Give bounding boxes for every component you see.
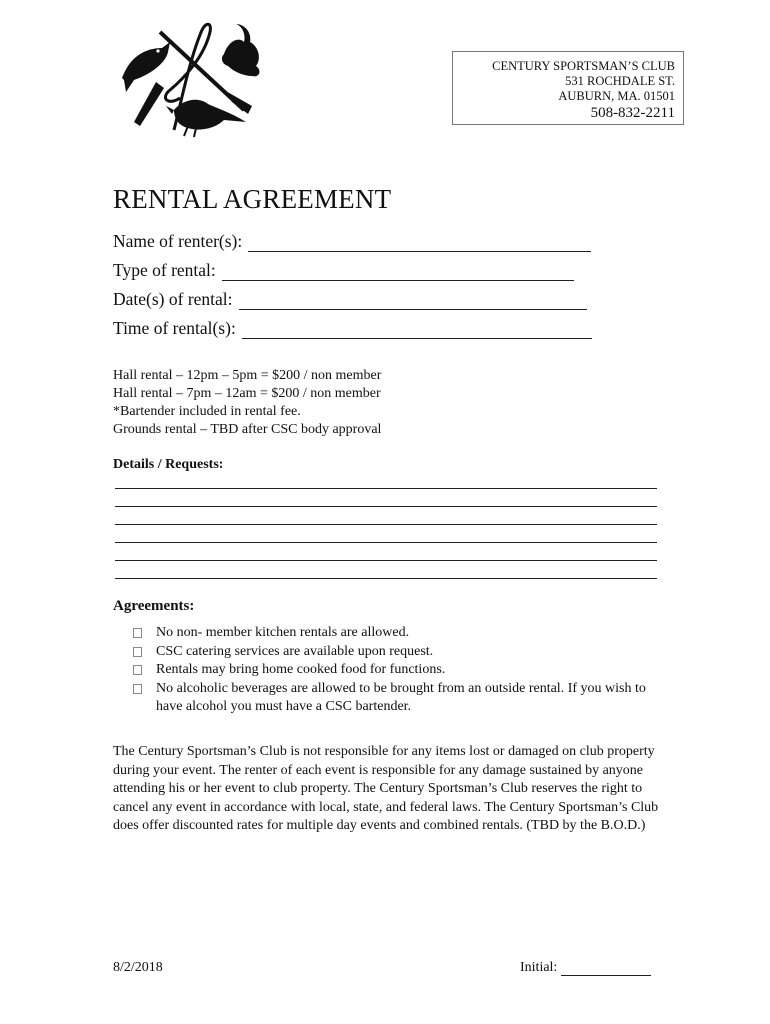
renter-name-field[interactable] (113, 231, 591, 252)
agreements-label: Agreements: (113, 598, 195, 614)
sportsman-emblem-icon (112, 18, 272, 140)
rate-bartender-note: *Bartender included in rental fee. (113, 404, 301, 419)
checkbox-icon[interactable] (133, 628, 142, 638)
request-line[interactable] (115, 578, 657, 579)
initial-field[interactable] (520, 960, 651, 976)
list-item (133, 643, 673, 662)
rate-grounds: Grounds rental – TBD after CSC body approval (113, 422, 382, 437)
agreements-list (133, 624, 673, 717)
document-date: 8/2/2018 (113, 960, 163, 975)
rate-hall-afternoon: Hall rental – 12pm – 5pm = $200 / non member (113, 368, 382, 383)
rental-date-line[interactable] (239, 292, 587, 310)
list-item (133, 680, 673, 717)
club-address-box (452, 51, 684, 125)
list-item (133, 661, 673, 680)
checkbox-icon[interactable] (133, 647, 142, 657)
club-name: CENTURY SPORTSMAN’S CLUB (492, 59, 675, 73)
club-street: 531 ROCHDALE ST. (565, 74, 675, 88)
initial-label: Initial: (520, 960, 558, 975)
page-title: RENTAL AGREEMENT (113, 184, 392, 214)
club-phone: 508-832-2211 (590, 105, 675, 121)
rental-rates (113, 367, 381, 439)
request-line[interactable] (115, 488, 657, 489)
initial-line[interactable] (561, 961, 651, 976)
request-line[interactable] (115, 560, 657, 561)
rate-hall-evening: Hall rental – 7pm – 12am = $200 / non member (113, 386, 381, 401)
rental-date-field[interactable] (113, 289, 587, 310)
details-requests-label: Details / Requests: (113, 457, 224, 472)
rental-type-label: Type of rental: (113, 260, 216, 280)
agreement-text: Rentals may bring home cooked food for functions. (156, 662, 446, 677)
rental-time-label: Time of rental(s): (113, 318, 236, 338)
rental-type-line[interactable] (222, 263, 574, 281)
agreement-text: No non- member kitchen rentals are allowed. (156, 625, 410, 640)
request-line[interactable] (115, 524, 657, 525)
rental-time-field[interactable] (113, 318, 592, 339)
rental-type-field[interactable] (113, 260, 574, 281)
agreement-text: No alcoholic beverages are allowed to be brought from an outside rental. If you wish to have alcohol you must have a CSC bartender. (156, 680, 646, 714)
renter-name-label: Name of renter(s): (113, 231, 243, 251)
checkbox-icon[interactable] (133, 665, 142, 675)
renter-name-line[interactable] (248, 234, 591, 252)
request-line[interactable] (115, 542, 657, 543)
agreement-text: CSC catering services are available upon request. (156, 643, 434, 659)
rental-time-line[interactable] (242, 321, 592, 339)
disclaimer-paragraph: The Century Sportsman’s Club is not responsible for any items lost or damaged on club property during your event. The renter of each event is responsible for any damage sustained by anyone attending his or her event to club property. The Century Sportsman’s Club reserves the right to cancel any event in accordance with local, state, and federal laws. The Century Sportsman’s Club does offer discounted rates for multiple day events and combined rentals. (TBD by the B.O.D.) (113, 744, 659, 833)
rental-date-label: Date(s) of rental: (113, 289, 233, 309)
request-line[interactable] (115, 506, 657, 507)
club-city: AUBURN, MA. 01501 (558, 89, 675, 103)
list-item (133, 624, 673, 643)
checkbox-icon[interactable] (133, 684, 142, 694)
